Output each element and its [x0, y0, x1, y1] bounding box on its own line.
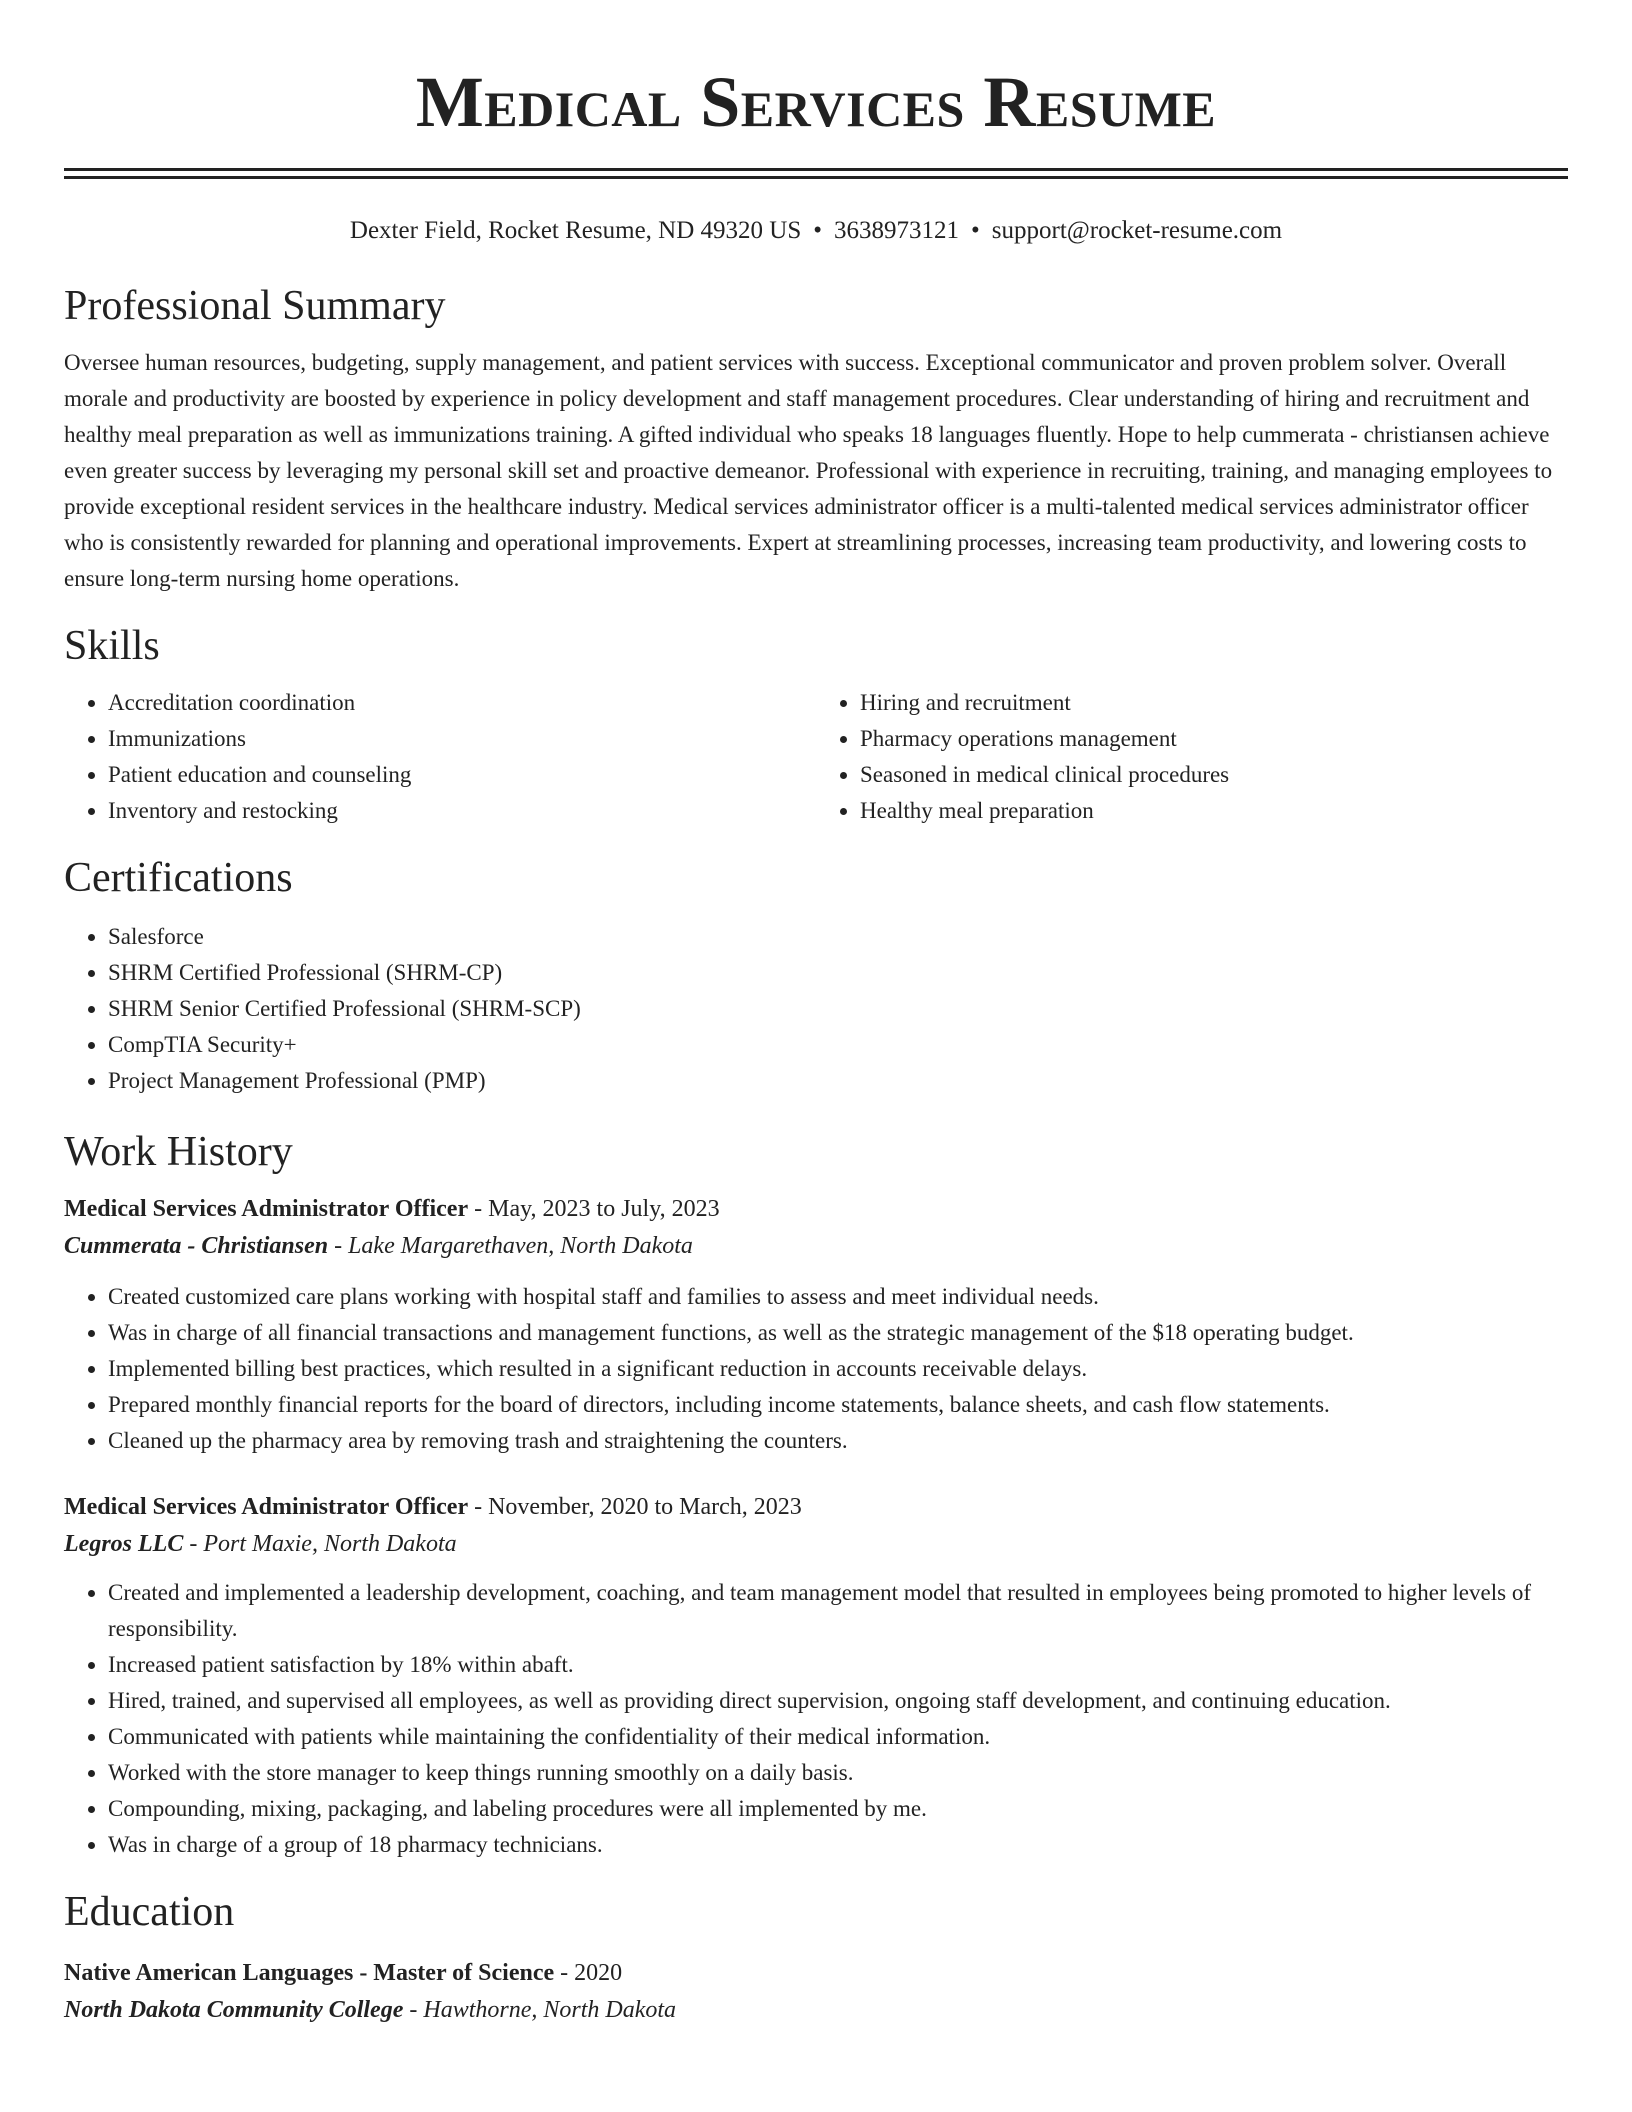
- contact-line: [64, 215, 1568, 247]
- job-bullet: • Was in charge of a group of 18 pharmacy technicians.: [108, 1827, 1568, 1863]
- skills-list-left: [64, 685, 816, 829]
- education-school: North Dakota Community College: [64, 1997, 404, 2023]
- job-location: - Lake Margarethaven, North Dakota: [334, 1233, 693, 1259]
- job-company-line: [64, 1525, 1568, 1563]
- job-location: - Port Maxie, North Dakota: [189, 1531, 457, 1557]
- contact-separator: •: [813, 217, 823, 244]
- contact-address: Dexter Field, Rocket Resume, ND 49320 US: [349, 217, 802, 244]
- certifications-list: [64, 919, 1568, 1099]
- job-company-line: [64, 1227, 1568, 1265]
- resume-page: [64, 0, 1568, 2029]
- summary-text: Oversee human resources, budgeting, supply management, and patient services with success. Exceptional communicator and proven problem solver. Overall morale and productivity are boosted by experience in policy development and staff management procedures. Clear understanding of hiring and recruitment and healthy meal preparation as well as immunizations training. A gifted individual who speaks 18 languages fluently. Hope to help cummerata - christiansen achieve even greater success by leveraging my personal skill set and proactive demeanor. Professional with experience in recruiting, training, and managing employees to provide exceptional resident services in the healthcare industry. Medical services administrator officer is a multi-talented medical services administrator officer who is consistently rewarded for planning and operational improvements. Expert at streamlining processes, increasing team productivity, and lowering costs to ensure long-term nursing home operations.: [64, 350, 1553, 591]
- certification-item: • CompTIA Security+: [108, 1027, 1568, 1063]
- job-bullet: • Created and implemented a leadership development, coaching, and team management model that resulted in employees being promoted to higher levels of responsibility.: [108, 1575, 1568, 1647]
- contact-phone: 3638973121: [834, 217, 960, 244]
- skills-columns: [64, 685, 1568, 829]
- section-heading-skills: Skills: [64, 623, 160, 669]
- job-dates: - May, 2023 to July, 2023: [474, 1196, 720, 1222]
- job-bullets: [64, 1575, 1568, 1863]
- education-entry: [64, 1955, 1568, 2029]
- job-entry: [64, 1489, 1568, 1863]
- job-dates: - November, 2020 to March, 2023: [474, 1494, 802, 1520]
- skills-list-right: [816, 685, 1568, 829]
- skill-item: • Immunizations: [108, 721, 816, 757]
- job-title-line: [64, 1191, 1568, 1227]
- contact-separator: •: [971, 217, 980, 244]
- skill-item: • Healthy meal preparation: [860, 793, 1568, 829]
- job-company: Legros LLC: [64, 1531, 184, 1557]
- education-year: - 2020: [560, 1960, 623, 1986]
- skill-item: • Pharmacy operations management: [860, 721, 1568, 757]
- skill-item: • Hiring and recruitment: [860, 685, 1568, 721]
- job-bullet: • Compounding, mixing, packaging, and labeling procedures were all implemented by me.: [108, 1791, 1568, 1827]
- section-heading-certifications: Certifications: [64, 855, 293, 901]
- skill-item: • Seasoned in medical clinical procedures: [860, 757, 1568, 793]
- skill-item: • Accreditation coordination: [108, 685, 816, 721]
- certification-item: • SHRM Senior Certified Professional (SHRM-SCP): [108, 991, 1568, 1027]
- job-entry: [64, 1191, 1568, 1459]
- job-bullet: • Was in charge of all financial transactions and management functions, as well as the strategic management of the $18 operating budget.: [108, 1315, 1568, 1351]
- job-bullet: • Worked with the store manager to keep things running smoothly on a daily basis.: [108, 1755, 1568, 1791]
- job-title: Medical Services Administrator Officer: [64, 1494, 469, 1520]
- title-double-rule: [64, 168, 1568, 179]
- job-bullet: • Implemented billing best practices, which resulted in a significant reduction in accounts receivable delays.: [108, 1351, 1568, 1387]
- section-heading-work-history: Work History: [64, 1129, 293, 1175]
- job-bullet: • Communicated with patients while maintaining the confidentiality of their medical information.: [108, 1719, 1568, 1755]
- job-company: Cummerata - Christiansen: [64, 1233, 329, 1259]
- skill-item: • Patient education and counseling: [108, 757, 816, 793]
- education-degree: Native American Languages - Master of Science: [64, 1960, 555, 1986]
- education-degree-line: [64, 1955, 1568, 1991]
- resume-title: Medical Services Resume: [415, 62, 1217, 142]
- section-heading-education: Education: [64, 1889, 235, 1935]
- section-heading-summary: Professional Summary: [64, 283, 446, 329]
- job-title-line: [64, 1489, 1568, 1525]
- job-bullet: • Created customized care plans working with hospital staff and families to assess and meet individual needs.: [108, 1279, 1568, 1315]
- job-bullet: • Increased patient satisfaction by 18% within abaft.: [108, 1647, 1568, 1683]
- contact-email: support@rocket-resume.com: [991, 217, 1283, 244]
- skill-item: • Inventory and restocking: [108, 793, 816, 829]
- job-bullets: [64, 1279, 1568, 1459]
- job-bullet: • Hired, trained, and supervised all employees, as well as providing direct supervision, ongoing staff development, and continuing education.: [108, 1683, 1568, 1719]
- education-location: - Hawthorne, North Dakota: [409, 1997, 677, 2023]
- certification-item: • Project Management Professional (PMP): [108, 1063, 1568, 1099]
- job-bullet: • Cleaned up the pharmacy area by removing trash and straightening the counters.: [108, 1423, 1568, 1459]
- certification-item: • SHRM Certified Professional (SHRM-CP): [108, 955, 1568, 991]
- education-school-line: [64, 1991, 1568, 2029]
- job-title: Medical Services Administrator Officer: [64, 1196, 469, 1222]
- job-bullet: • Prepared monthly financial reports for the board of directors, including income statements, balance sheets, and cash flow statements.: [108, 1387, 1568, 1423]
- certification-item: • Salesforce: [108, 919, 1568, 955]
